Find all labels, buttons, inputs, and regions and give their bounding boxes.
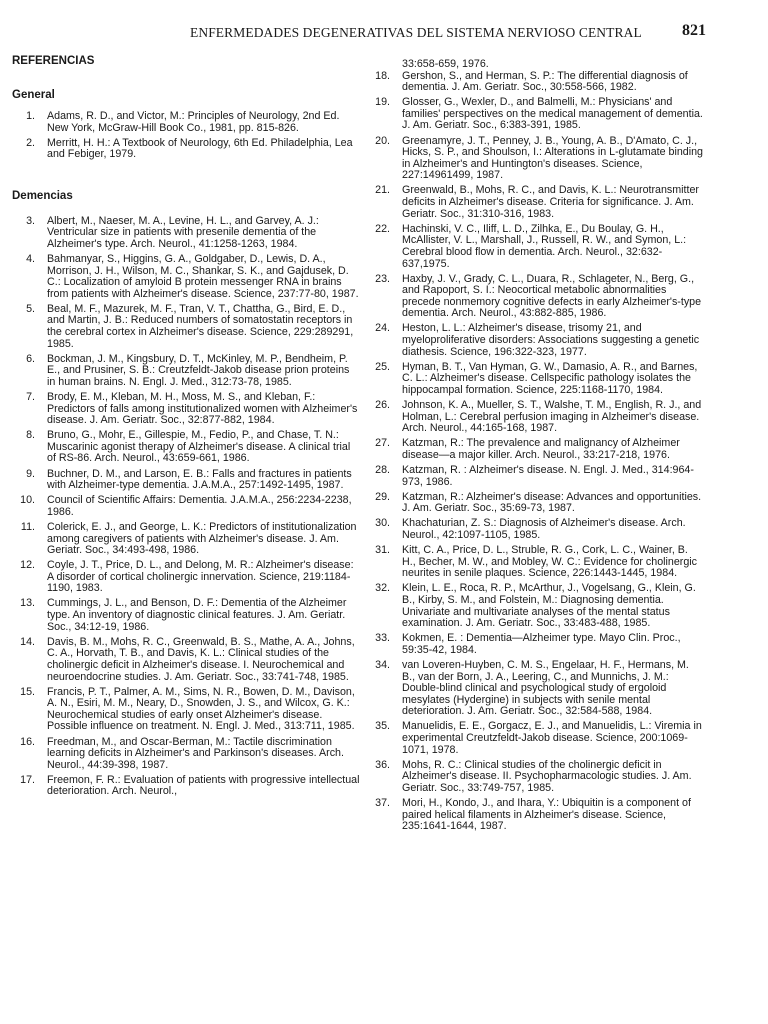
reference-text: Hyman, B. T., Van Hyman, G. W., Damasio, A. R., and Barnes, C. L.: Alzheimer's disease. Cellspecific pathology isolates the hippocampal formation. Science, 225:1168-1170, 1984. [402, 360, 698, 396]
reference-entry [12, 216, 360, 251]
reference-entry [367, 136, 703, 182]
dementia-reference-list-left [12, 216, 360, 798]
reference-text: Greenwald, B., Mohs, R. C., and Davis, K. L.: Neurotransmitter deficits in Alzheimer's disease. Criteria for significance. J. Am. Geriatr. Soc., 31:310-316, 1983. [402, 184, 699, 220]
reference-number: 3. [26, 214, 35, 227]
reference-entry [367, 798, 703, 833]
reference-number: 18. [375, 69, 390, 82]
reference-text: Bockman, J. M., Kingsbury, D. T., McKinley, M. P., Bendheim, P. E., and Prusiner, S. B.: Creutzfeldt-Jakob disease prion proteins in human brains. N. Engl. J. Med., 312:73-78, 1985. [47, 352, 350, 388]
reference-number: 16. [20, 735, 35, 748]
reference-entry [367, 721, 703, 756]
reference-entry [367, 71, 703, 94]
reference-entry [367, 362, 703, 397]
reference-text: Bruno, G., Mohr, E., Gillespie, M., Fedio, P., and Chase, T. N.: Muscarinic agonist therapy of Alzheimer's disease. A clinical trial of RS-86. Arch. Neurol., 43:659-661, 1986. [47, 429, 351, 465]
reference-number: 8. [26, 429, 35, 442]
reference-number: 10. [20, 494, 35, 507]
reference-entry [367, 97, 703, 132]
reference-entry [12, 522, 360, 557]
reference-text: Mohs, R. C.: Clinical studies of the cholinergic deficit in Alzheimer's disease. II. Psychopharmacologic studies. J. Am. Geriatr. Soc., 33:749-757, 1985. [402, 758, 692, 794]
reference-text: Heston, L. L.: Alzheimer's disease, trisomy 21, and myeloproliferative disorders: Associations suggesting a genetic diathesis. Science, 196:322-323, 1977. [402, 322, 700, 358]
dementias-heading: Demencias [12, 190, 73, 203]
reference-text: Davis, B. M., Mohs, R. C., Greenwald, B. S., Mathe, A. A., Johns, C. A., Horvath, T. B., and Davis, K. L.: Clinical studies of the cholinergic deficit in Alzheimer's disease. I. Neurochemical and neuroendocrine studies. J. Am. Geriatr. Soc., 33:741-748, 1985. [47, 635, 355, 683]
reference-entry [12, 637, 360, 683]
reference-text: Gershon, S., and Herman, S. P.: The differential diagnosis of dementia. J. Am. Geriatr. Soc., 30:558-566, 1982. [402, 69, 688, 94]
reference-text: Adams, R. D., and Victor, M.: Principles of Neurology, 2nd Ed. New York, McGraw-Hill Book Co., 1981, pp. 815-826. [47, 110, 340, 134]
reference-entry [367, 545, 703, 580]
reference-text: Manuelidis, E. E., Gorgacz, E. J., and Manuelidis, L.: Viremia in experimental Creutzfeldt-Jakob disease. Science, 200:1069-1071, 1978. [402, 720, 702, 756]
reference-entry [367, 465, 703, 488]
reference-number: 19. [375, 96, 390, 109]
left-column [12, 52, 360, 801]
reference-text: Mori, H., Kondo, J., and Ihara, Y.: Ubiquitin is a component of paired helical filaments in Alzheimer's disease. Science, 235:1641-1644, 1987. [402, 796, 691, 833]
page-number: 821 [682, 22, 706, 39]
reference-entry [12, 469, 360, 492]
reference-number: 35. [375, 720, 390, 733]
reference-number: 37. [375, 796, 390, 809]
reference-entry [367, 274, 703, 320]
reference-text: Kitt, C. A., Price, D. L., Struble, R. G., Cork, L. C., Wainer, B. H., Becher, M. W., and Mobley, W. C.: Evidence for cholinergic neurites in senile plaques. Science, 226:1443-1445, 1984. [402, 544, 698, 580]
reference-text: Greenamyre, J. T., Penney, J. B., Young, A. B., D'Amato, C. J., Hicks, S. P., and Shoulson, I.: Alterations in L-glutamate binding in Alzheimer's and Huntington's diseases. Science, 227:14961499, 1987. [402, 134, 704, 182]
reference-text: Hachinski, V. C., Iliff, L. D., Zilhka, E., Du Boulay, G. H., McAllister, V. L., Marshall, J., Russell, R. W., and Symon, L.: Cerebral blood flow in dementia. Arch. Neurol., 32:632-637,1975. [402, 222, 687, 270]
reference-entry [12, 598, 360, 633]
reference-text: Albert, M., Naeser, M. A., Levine, H. L., and Garvey, A. J.: Ventricular size in patients with presenile dementia of the Alzheimer's type. Arch. Neurol., 41:1258-1263, 1984. [47, 214, 319, 250]
reference-text: Brody, E. M., Kleban, M. H., Moss, M. S., and Kleban, F.: Predictors of falls among institutionalized women with Alzheimer's disease. J. Am. Geriatr. Soc., 32:877-882, 1984. [47, 390, 358, 427]
reference-entry [12, 560, 360, 595]
reference-number: 12. [20, 559, 35, 572]
reference-number: 5. [26, 302, 35, 315]
reference-number: 27. [375, 437, 390, 450]
reference-number: 6. [26, 352, 35, 365]
reference-number: 2. [26, 136, 35, 149]
reference-entry [12, 495, 360, 518]
reference-number: 17. [20, 773, 35, 786]
reference-text: Katzman, R. : Alzheimer's disease. N. Engl. J. Med., 314:964-973, 1986. [402, 464, 694, 488]
dementia-reference-list-right [367, 71, 703, 833]
reference-continuation: 33:658-659, 1976. [402, 58, 489, 70]
reference-entry [12, 392, 360, 427]
reference-number: 33. [375, 632, 390, 645]
reference-text: Katzman, R.: The prevalence and malignancy of Alzheimer disease—a major killer. Arch. Neurol., 33:217-218, 1976. [402, 437, 680, 461]
general-heading: General [12, 88, 55, 101]
reference-entry [367, 438, 703, 461]
reference-entry [367, 660, 703, 718]
reference-number: 31. [375, 544, 390, 557]
reference-entry [12, 254, 360, 300]
references-heading: REFERENCIAS [12, 55, 95, 67]
running-title: ENFERMEDADES DEGENERATIVAS DEL SISTEMA NERVIOSO CENTRAL [190, 25, 642, 40]
reference-number: 25. [375, 360, 390, 373]
reference-text: Coyle, J. T., Price, D. L., and Delong, M. R.: Alzheimer's disease: A disorder of cortical cholinergic innervation. Science, 219:1184-1190, 1983. [47, 559, 354, 595]
reference-number: 20. [375, 134, 390, 147]
reference-text: Merritt, H. H.: A Textbook of Neurology, 6th Ed. Philadelphia, Lea and Febiger, 1979. [47, 136, 353, 161]
reference-entry [12, 138, 360, 161]
reference-number: 13. [20, 597, 35, 610]
reference-entry [12, 737, 360, 772]
reference-entry [367, 518, 703, 541]
reference-text: Bahmanyar, S., Higgins, G. A., Goldgaber, D., Lewis, D. A., Morrison, J. H., Wilson, M. C., Shankar, S. K., and Gajdusek, D. C.: Localization of amyloid B protein messenger RNA in brains from patients with Alzheimer's disease. Science, 237:77-80, 1987. [47, 252, 359, 300]
reference-number: 11. [20, 520, 35, 533]
reference-entry [12, 304, 360, 350]
reference-text: Buchner, D. M., and Larson, E. B.: Falls and fractures in patients with Alzheimer-type dementia. J.A.M.A., 257:1492-1495, 1987. [47, 467, 352, 492]
reference-number: 32. [375, 582, 390, 595]
reference-number: 30. [375, 517, 390, 530]
reference-number: 28. [375, 464, 390, 476]
reference-number: 21. [375, 184, 390, 197]
reference-number: 26. [375, 399, 390, 412]
reference-text: Kokmen, E. : Dementia—Alzheimer type. Mayo Clin. Proc., 59:35-42, 1984. [402, 632, 681, 656]
reference-number: 36. [375, 758, 390, 771]
reference-text: Council of Scientific Affairs: Dementia. J.A.M.A., 256:2234-2238, 1986. [47, 494, 352, 518]
reference-number: 7. [26, 390, 35, 403]
reference-number: 29. [375, 490, 390, 503]
reference-text: Katzman, R.: Alzheimer's disease: Advances and opportunities. J. Am. Geriatr. Soc., 35:69-73, 1987. [402, 490, 702, 515]
reference-entry [12, 111, 360, 134]
reference-text: Beal, M. F., Mazurek, M. F., Tran, V. T., Chattha, G., Bird, E. D., and Martin, J. B.: Reduced numbers of somatostatin receptors in the cerebral cortex in Alzheimer's disease. Science, 229:289291, 1985. [47, 302, 354, 350]
reference-entry [367, 492, 703, 515]
reference-text: Colerick, E. J., and George, L. K.: Predictors of institutionalization among caregivers of patients with Alzheimer's disease. J. Am. Geriatr. Soc., 34:493-498, 1986. [47, 520, 357, 557]
reference-entry [367, 760, 703, 795]
reference-number: 23. [375, 272, 390, 285]
reference-number: 9. [26, 467, 35, 480]
reference-entry [367, 583, 703, 629]
running-header [190, 22, 706, 42]
reference-text: Khachaturian, Z. S.: Diagnosis of Alzheimer's disease. Arch. Neurol., 42:1097-1105, 1985. [402, 517, 686, 541]
reference-entry [367, 633, 703, 656]
reference-entry [12, 430, 360, 465]
reference-number: 4. [26, 252, 35, 265]
reference-text: Freedman, M., and Oscar-Berman, M.: Tactile discrimination learning deficits in Alzheimer's and Parkinson's diseases. Arch. Neurol., 44:39-398, 1987. [47, 735, 344, 771]
reference-text: Cummings, J. L., and Benson, D. F.: Dementia of the Alzheimer type. An inventory of diagnostic clinical features. J. Am. Geriatr. Soc., 34:12-19, 1986. [47, 597, 347, 633]
reference-text: van Loveren-Huyben, C. M. S., Engelaar, H. F., Hermans, M. B., van der Born, J. A., Leering, C., and Munnichs, J. M.: Double-blind clinical and psychological study of ergoloid mesylates (Hydergine) in subjects with senile mental deterioration. J. Am. Geriatr. Soc., 32:584-588, 1984. [402, 658, 689, 718]
reference-entry [367, 323, 703, 358]
reference-entry [12, 687, 360, 733]
reference-entry [367, 224, 703, 270]
reference-entry [367, 400, 703, 435]
reference-number: 1. [26, 110, 35, 123]
reference-entry [12, 354, 360, 389]
reference-number: 14. [20, 635, 35, 648]
reference-number: 24. [375, 322, 390, 335]
reference-text: Haxby, J. V., Grady, C. L., Duara, R., Schlageter, N., Berg, G., and Rapoport, S. I.: Neocortical metabolic abnormalities precede nonmemory cognitive defects in early Alzheimer's-type dementia. Arch. Neurol., 43:882-885, 1986. [402, 272, 702, 320]
reference-text: Johnson, K. A., Mueller, S. T., Walshe, T. M., English, R. J., and Holman, L.: Cerebral perfusion imaging in Alzheimer's disease. Arch. Neurol., 44:165-168, 1987. [402, 399, 702, 435]
reference-text: Klein, L. E., Roca, R. P., McArthur, J., Vogelsang, G., Klein, G. B., Kirby, S. M., and Folstein, M.: Diagnosing dementia. Univariate and multivariate analyses of the mental status examination. J. Am. Geriatr. Soc., 33:483-488, 1985. [402, 582, 696, 630]
reference-number: 15. [20, 685, 35, 698]
reference-entry [367, 185, 703, 220]
right-column [367, 59, 703, 836]
reference-number: 22. [375, 222, 390, 235]
general-reference-list [12, 111, 360, 161]
reference-text: Francis, P. T., Palmer, A. M., Sims, N. R., Bowen, D. M., Davison, A. N., Esiri, M. M., Neary, D., Snowden, J. S., and Wilcox, G. K.: Neurochemical studies of early onset Alzheimer's disease. Possible influence on treatment. N. Engl. J. Med., 313:711, 1985. [47, 685, 355, 733]
reference-text: Freemon, F. R.: Evaluation of patients with progressive intellectual deterioration. Arch. Neurol., [47, 773, 360, 798]
reference-entry [12, 775, 360, 798]
reference-number: 34. [375, 658, 390, 671]
reference-text: Glosser, G., Wexler, D., and Balmelli, M.: Physicians' and families' perspectives on the medical management of dementia. J. Am. Geriatr. Soc., 6:383-391, 1985. [402, 96, 703, 132]
